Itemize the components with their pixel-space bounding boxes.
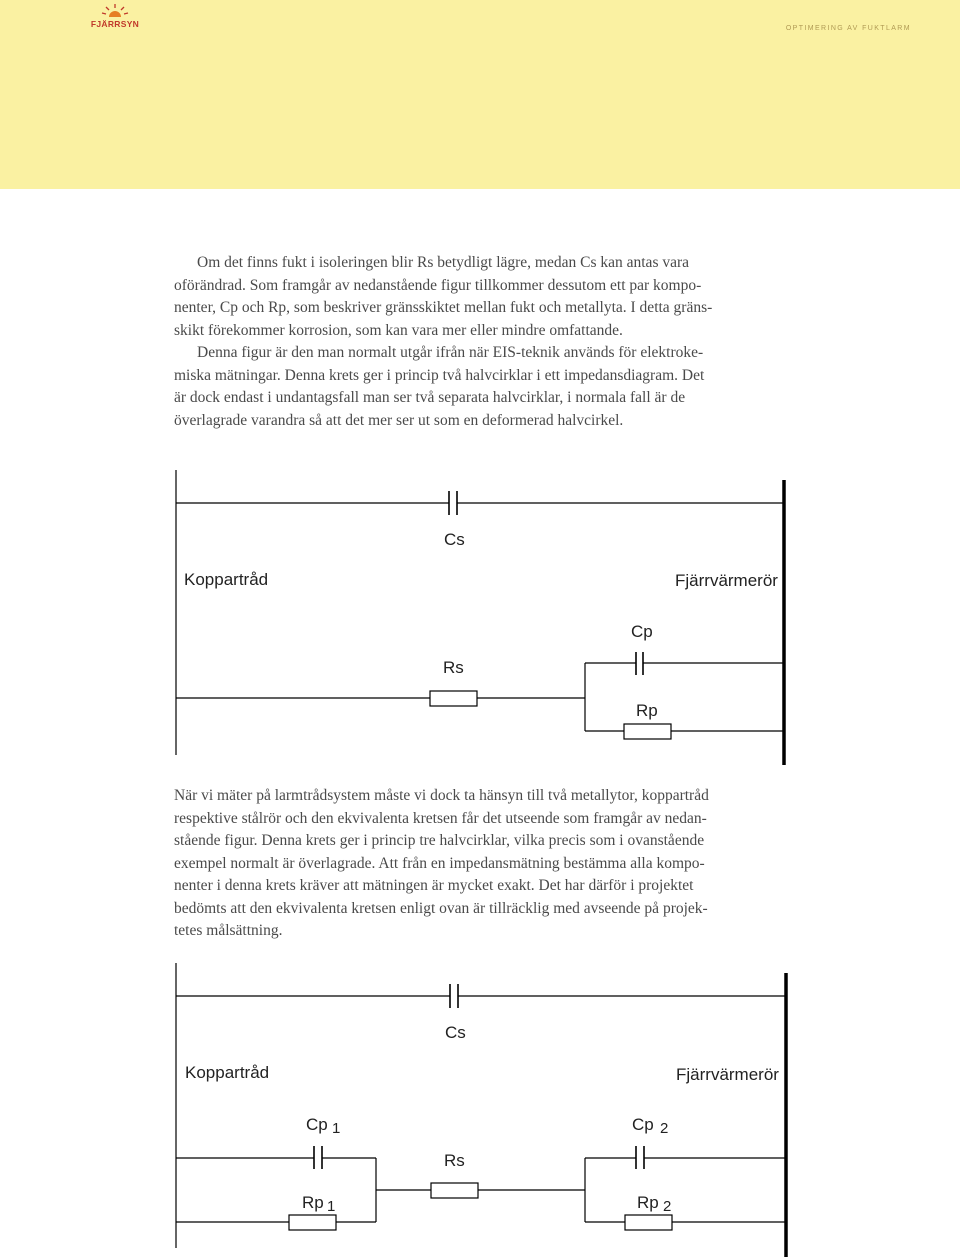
sun-icon <box>101 4 129 20</box>
label-rs: Rs <box>444 1151 465 1170</box>
label-rp2-subscript: 2 <box>663 1198 672 1215</box>
label-rp1-subscript: 1 <box>327 1198 336 1215</box>
resistor-rp2 <box>625 1215 672 1230</box>
text-line: När vi mäter på larmtrådsystem måste vi dock ta hänsyn till två metallytor, koppartråd <box>174 787 709 804</box>
text-line: stående figur. Denna krets ger i princip tre halvcirklar, vilka precis som i ovanstående <box>174 832 705 849</box>
paragraph-2 <box>174 785 786 943</box>
logo-text: FJÄRRSYN <box>90 19 140 29</box>
circuit-diagram-1 <box>0 465 960 770</box>
label-koppartrad: Koppartråd <box>184 570 269 589</box>
label-cp1: Cp <box>306 1115 328 1134</box>
label-cp2-subscript: 2 <box>660 1120 669 1137</box>
label-rs: Rs <box>443 658 464 677</box>
text-line: är dock endast i undantagsfall man ser två separata halvcirklar, i normala fall är de <box>174 389 686 406</box>
label-koppartrad: Koppartråd <box>185 1063 270 1082</box>
resistor-rs <box>431 1183 478 1198</box>
label-cp: Cp <box>631 622 653 641</box>
text-line: exempel normalt är överlagrade. Att från en impedansmätning bestämma alla kompo- <box>174 854 705 872</box>
fjarrsyn-logo <box>88 4 142 32</box>
label-cs: Cs <box>445 1023 466 1042</box>
text-line: Denna figur är den man normalt utgår ifrån när EIS-teknik används för elektroke- <box>197 344 704 361</box>
label-rp1: Rp <box>302 1193 324 1212</box>
label-cp2: Cp <box>632 1115 654 1134</box>
text-line: bedömts att den ekvivalenta kretsen enligt ovan är tillräcklig med avseende på projek- <box>174 899 708 917</box>
label-cp1-subscript: 1 <box>332 1120 341 1137</box>
text-line: Om det finns fukt i isoleringen blir Rs betydligt lägre, medan Cs kan antas vara <box>197 254 690 271</box>
resistor-rp <box>624 724 671 739</box>
text-line: nenter, Cp och Rp, som beskriver gränsskiktet mellan fukt och metallyta. I detta gräns- <box>174 299 713 316</box>
label-fjarrvarmeror: Fjärrvärmerör <box>676 1065 779 1084</box>
resistor-rp1 <box>289 1215 336 1230</box>
label-rp2: Rp <box>637 1193 659 1212</box>
section-title: OPTIMERING AV FUKTLARM <box>785 25 911 32</box>
label-fjarrvarmeror: Fjärrvärmerör <box>675 571 778 590</box>
label-cs: Cs <box>444 530 465 549</box>
label-rp: Rp <box>636 701 658 720</box>
text-line: överlagrade varandra så att det mer ser ut som en deformerad halvcirkel. <box>174 411 624 429</box>
text-line: oförändrad. Som framgår av nedanstående figur tillkommer dessutom ett par kompo- <box>174 276 702 294</box>
text-line: tetes målsättning. <box>174 922 283 939</box>
text-line: nenter i denna krets kräver att mätningen är mycket exakt. Det har därför i projektet <box>174 877 694 894</box>
text-line: respektive stålrör och den ekvivalenta kretsen får det utseende som framgår av nedan- <box>174 809 707 827</box>
paragraph-1 <box>174 252 786 432</box>
circuit-diagram-2 <box>0 958 960 1260</box>
resistor-rs <box>430 691 477 706</box>
text-line: skikt förekommer korrosion, som kan vara mer eller mindre omfattande. <box>174 321 623 339</box>
text-line: miska mätningar. Denna krets ger i princip två halvcirklar i ett impedansdiagram. Det <box>174 366 705 384</box>
